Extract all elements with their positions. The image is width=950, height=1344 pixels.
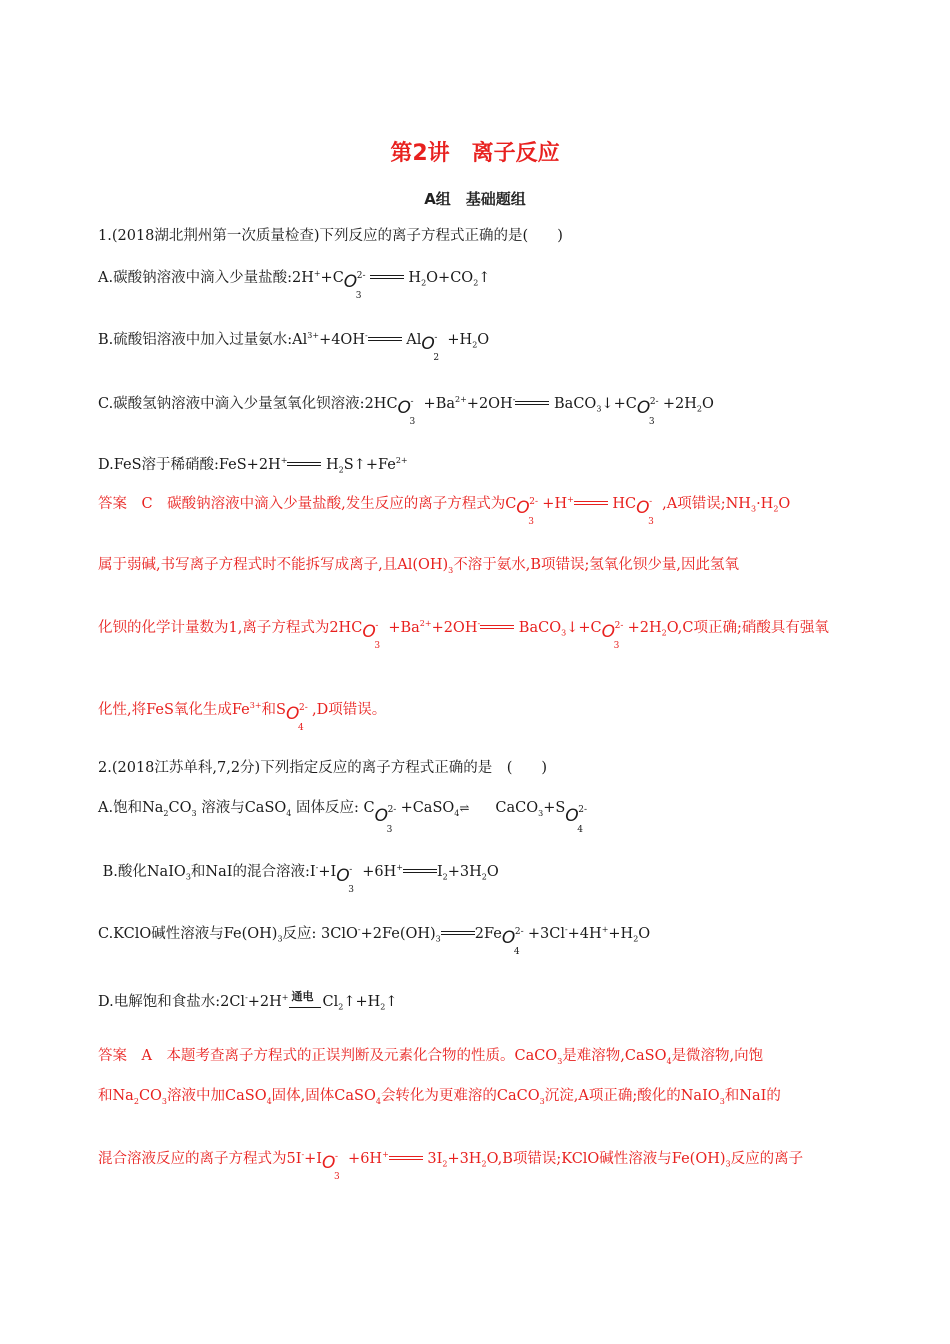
q1-ans4-text: 化性,将FeS氧化生成Fe xyxy=(98,701,250,718)
q2-ans3-text: 混合溶液反应的离子方程式为5I xyxy=(98,1150,302,1167)
q1-a-text: A.碳酸钠溶液中滴入少量盐酸:2H xyxy=(98,269,314,286)
q1-c-text: C.碳酸氢钠溶液中滴入少量氢氧化钡溶液:2HC xyxy=(98,395,398,412)
q2-option-d: D.电解饱和食盐水:2Cl-+2H+ 通电 $Cl_2↑+H_2↑$ xyxy=(98,988,398,1018)
q1-answer-line-2: 属于弱碱,书写离子方程式时不能拆写成离子,且$Al(OH)_3$不溶于氨水,B项错误;氢氧化钡少量,因此氢氧 xyxy=(98,557,740,575)
q2-option-c: C.KClO碱性溶液与$Fe(OH)_3$反应: $3ClO^-+2Fe(OH)_3$ 2Fe O 4 2- $+3Cl^-+4H^++H_2O$ xyxy=(98,925,651,957)
electrolysis-arrow: 通电 xyxy=(289,998,323,1018)
q2-ans1-text: 答案 A 本题考查离子方程式的正误判断及元素化合物的性质。CaCO xyxy=(98,1048,558,1064)
q1-ans1-text: 答案 C 碳酸钠溶液中滴入少量盐酸,发生反应的离子方程式为C xyxy=(98,495,517,512)
q1-option-a: A.碳酸钠溶液中滴入少量盐酸:2H++C O 3 2- $H_2O+CO_2↑$ xyxy=(98,269,491,301)
q1-d-text: D.FeS溶于稀硝酸:FeS+2H xyxy=(98,456,281,473)
q1-answer-line-3: 化钡的化学计量数为1,离子方程式为2HC O 3 - $+Ba^{2+}+2OH^-$ BaCO$_3$↓+C O 3 2- $+2H_2O,C$项正确;硝酸具有强氧 xyxy=(98,619,829,651)
q1-option-b: B.硫酸铝溶液中加入过量氨水$:Al^{3+}+4OH^-$ Al O 2 - $+H_2O$ xyxy=(98,331,490,363)
q2-a-text: A.饱和Na xyxy=(98,800,164,816)
q2-answer-line-3: 混合溶液反应的离子方程式为5I-+I O 3 - +6H+ $3I_2+3H_2O,B$项错误;KClO碱性溶液与$Fe(OH)_3$反应的离子 xyxy=(98,1150,804,1182)
q2-d-text: D.电解饱和食盐水:2Cl xyxy=(98,993,246,1010)
q1-answer-line-1: 答案 C 碳酸钠溶液中滴入少量盐酸,发生反应的离子方程式为C O 3 2- +H+ HC O 3 - ,A项错误$;NH_3\cdot H_2O$ xyxy=(98,495,791,527)
q2-option-b: B.酸化NaIO$_3$和NaI的混合溶液:I-+I O 3 - +6H+ $I_2+3H_2O$ xyxy=(102,863,499,895)
q2-option-a: A.饱和$Na_2CO_3$ 溶液与CaSO$_4$ 固体反应: C O 3 2- +CaSO$_4$⇌ CaCO$_3$+S O 4 2- xyxy=(98,800,588,835)
q1-option-c: C.碳酸氢钠溶液中滴入少量氢氧化钡溶液:2HC O 3 - $+Ba^{2+}+2OH^-$ BaCO$_3$↓+C O 3 2- $+2H_2O$ xyxy=(98,395,714,427)
page-title: 第2讲 离子反应 xyxy=(390,141,560,166)
q2-c-text: C.KClO碱性溶液与Fe(OH) xyxy=(98,925,278,942)
q2-stem: 2.(2018江苏单科,7,2分)下列指定反应的离子方程式正确的是 ( ) xyxy=(98,760,548,776)
q1-ans2-text: 属于弱碱,书写离子方程式时不能拆写成离子,且Al(OH) xyxy=(98,557,449,573)
q1-option-d: D.FeS溶于稀硝酸:FeS+2H+ $H_2S↑+Fe^{2+}$ xyxy=(98,456,408,475)
q1-b-text: B.硫酸铝溶液中加入过量氨水:Al xyxy=(98,331,308,348)
q2-ans2-text: 和Na xyxy=(98,1088,134,1104)
group-heading: A组 基础题组 xyxy=(424,190,526,208)
q1-stem: 1.(2018湖北荆州第一次质量检查)下列反应的离子方程式正确的是( ) xyxy=(98,228,563,244)
q1-answer-line-4: 化性,将FeS氧化生成$Fe^{3+}$和S O 4 2- ,D项错误。 xyxy=(98,701,387,733)
q1-ans3-text: 化钡的化学计量数为1,离子方程式为2HC xyxy=(98,619,363,636)
q2-answer-line-2: 和$Na_2CO_3$溶液中加CaSO$_4$固体,固体CaSO$_4$会转化为更难溶的CaCO$_3$沉淀,A项正确;酸化的NaIO$_3$和NaI的 xyxy=(98,1088,781,1106)
q2-b-text: B.酸化NaIO xyxy=(102,863,186,880)
q2-answer-line-1: 答案 A 本题考查离子方程式的正误判断及元素化合物的性质。CaCO$_3$是难溶物,CaSO$_4$是微溶物,向饱 xyxy=(98,1048,764,1066)
